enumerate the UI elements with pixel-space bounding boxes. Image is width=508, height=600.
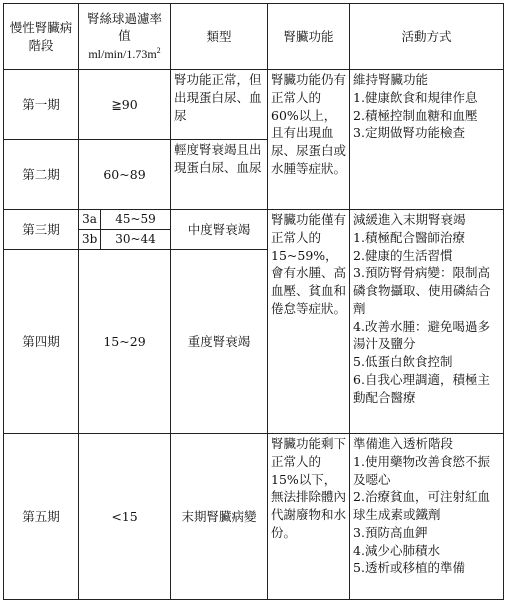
stage3a-label: 3a xyxy=(79,210,101,230)
header-activity-label: 活動方式 xyxy=(401,28,452,44)
stage3-name: 第三期 xyxy=(4,210,79,250)
ckd-stage-table xyxy=(3,3,504,600)
activity-stage3-4 xyxy=(350,210,504,434)
stage4-name: 第四期 xyxy=(4,250,79,434)
stage3-type: 中度腎衰竭 xyxy=(171,210,268,250)
stage3b-gfr: 30~44 xyxy=(101,230,171,250)
activity-item: 5.透析或移植的準備 xyxy=(353,560,465,576)
header-type-label: 類型 xyxy=(206,28,232,44)
header-gfr xyxy=(79,4,171,70)
header-gfr-unit: $ml/\min/1.73m^2$ xyxy=(88,46,161,62)
ckd-table-sheet xyxy=(3,3,503,597)
header-activity xyxy=(350,4,504,70)
activity-item: 1.使用藥物改善食慾不振及噁心 xyxy=(353,453,490,487)
activity-item: 3.定期做腎功能檢查 xyxy=(353,125,465,141)
stage5-gfr: <15 xyxy=(79,434,171,600)
stage2-name: 第二期 xyxy=(4,140,79,210)
header-row xyxy=(4,4,504,70)
stage1-gfr: ≧90 xyxy=(79,70,171,140)
activity-item: 5.低蛋白飲食控制 xyxy=(353,354,453,369)
activity-item: 2.積極控制血糖和血壓 xyxy=(353,107,478,123)
activity-stage5 xyxy=(350,434,504,600)
header-gfr-label: 腎絲球過濾率值 xyxy=(87,10,163,44)
activity-stage1-2 xyxy=(350,70,504,210)
activity-heading: 減緩進入末期腎衰竭 xyxy=(353,212,466,227)
stage3a-gfr: 45~59 xyxy=(101,210,171,230)
header-stage xyxy=(4,4,79,70)
stage5-name: 第五期 xyxy=(4,434,79,600)
function-stage1-2: 腎臟功能仍有正常人的60%以上，且有出現血尿、尿蛋白或水腫等症狀。 xyxy=(268,70,350,210)
stage3a-row xyxy=(4,210,504,230)
activity-item: 4.減少心肺積水 xyxy=(353,542,440,558)
stage2-type: 輕度腎衰竭且出現蛋白尿、血尿 xyxy=(171,140,268,210)
activity-item: 6.自我心理調適，積極主動配合醫療 xyxy=(353,371,490,405)
stage1-type: 腎功能正常，但出現蛋白尿、血尿 xyxy=(171,70,268,140)
activity-heading: 維持腎臟功能 xyxy=(353,72,429,87)
stage5-row xyxy=(4,434,504,600)
stage2-gfr: 60~89 xyxy=(79,140,171,210)
activity-item: 1.健康飲食和規律作息 xyxy=(353,89,478,105)
header-type xyxy=(171,4,268,70)
activity-item: 2.健康的生活習慣 xyxy=(353,247,453,263)
activity-item: 4.改善水腫：避免喝過多湯汁及鹽分 xyxy=(353,318,490,352)
function-stage3-4: 腎臟功能僅有正常人的15~59%，會有水腫、高血壓、貧血和倦怠等症狀。 xyxy=(268,210,350,434)
stage1-name: 第一期 xyxy=(4,70,79,140)
activity-item: 1.積極配合醫師治療 xyxy=(353,229,465,245)
stage4-gfr: 15~29 xyxy=(79,250,171,434)
activity-item: 3.預防腎骨病變：限制高磷食物攝取、使用磷結合劑 xyxy=(353,265,491,316)
stage3b-label: 3b xyxy=(79,230,101,250)
activity-item: 2.治療貧血，可注射紅血球生成素或鐵劑 xyxy=(353,489,490,523)
header-stage-label: 慢性腎臟病階段 xyxy=(9,19,73,53)
header-function-label: 腎臟功能 xyxy=(283,28,334,44)
header-function xyxy=(268,4,350,70)
function-stage5: 腎臟功能剩下正常人的15%以下，無法排除體內代謝廢物和水份。 xyxy=(268,434,350,600)
stage1-row xyxy=(4,70,504,140)
stage4-type: 重度腎衰竭 xyxy=(171,250,268,434)
activity-heading: 準備進入透析階段 xyxy=(353,436,454,452)
gfr-unit-text: ml/min/1.73m xyxy=(88,47,157,62)
activity-item: 3.預防高血鉀 xyxy=(353,524,428,540)
stage5-type: 末期腎臟病變 xyxy=(171,434,268,600)
